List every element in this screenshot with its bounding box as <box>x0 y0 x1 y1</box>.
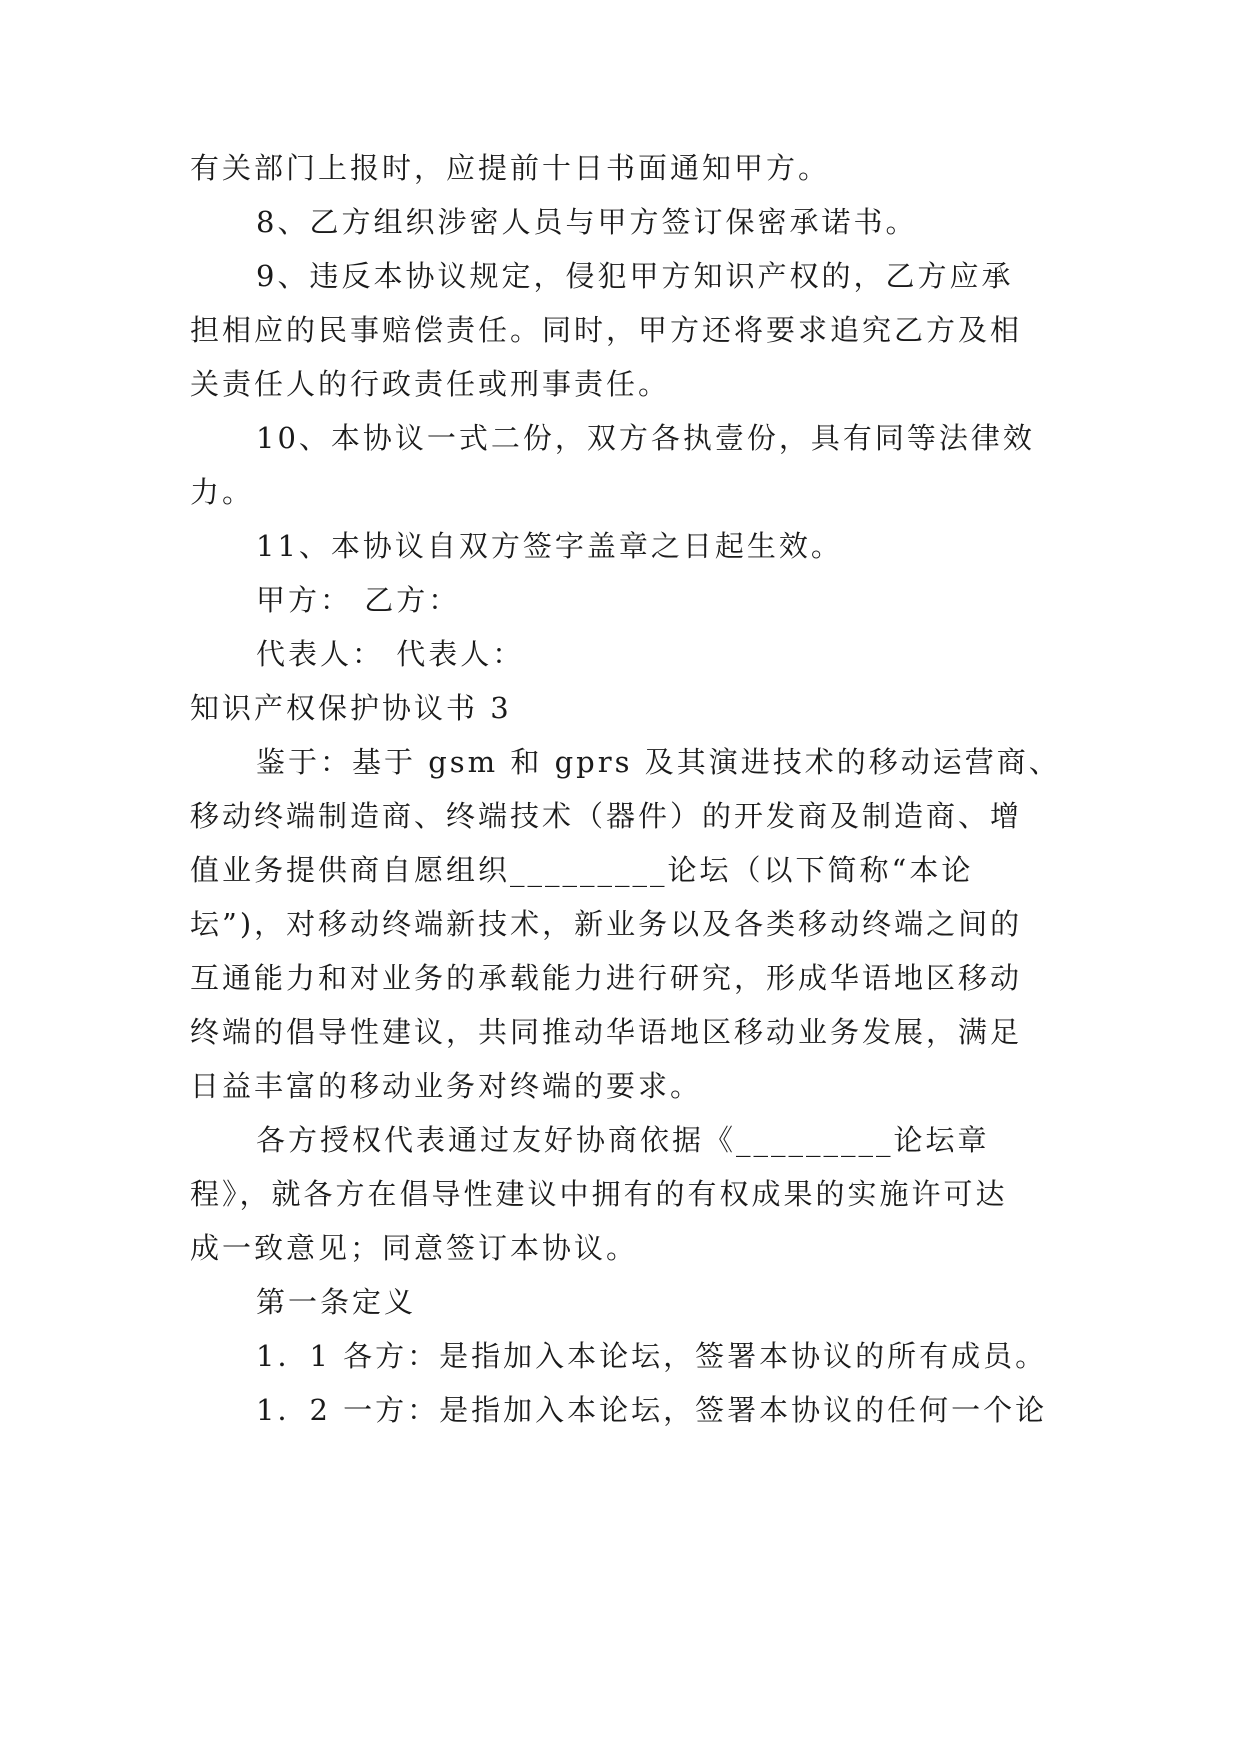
text-line: 8、乙方组织涉密人员与甲方签订保密承诺书。 <box>256 205 918 239</box>
text-line: 互通能力和对业务的承载能力进行研究，形成华语地区移动 <box>190 961 1023 995</box>
text-line: 程》，就各方在倡导性建议中拥有的有权成果的实施许可达 <box>190 1177 1008 1211</box>
section-title: 知识产权保护协议书 3 <box>190 691 512 725</box>
text-line: 鉴于：基于 gsm 和 gprs 及其演进技术的移动运营商、 <box>256 745 1061 779</box>
text-line: 关责任人的行政责任或刑事责任。 <box>190 367 671 401</box>
text-line: 10、本协议一式二份，双方各执壹份，具有同等法律效 <box>256 421 1035 455</box>
text-line: 日益丰富的移动业务对终端的要求。 <box>190 1069 703 1103</box>
text-line: 1．1 各方：是指加入本论坛，签署本协议的所有成员。 <box>256 1339 1048 1373</box>
text-line: 11、本协议自双方签字盖章之日起生效。 <box>256 529 843 563</box>
text-line: 担相应的民事赔偿责任。同时，甲方还将要求追究乙方及相 <box>190 313 1023 347</box>
text-line: 值业务提供商自愿组织_________论坛（以下简称“本论 <box>190 853 974 887</box>
text-line: 有关部门上报时，应提前十日书面通知甲方。 <box>190 151 831 185</box>
text-line: 成一致意见；同意签订本协议。 <box>190 1231 639 1265</box>
signature-party-labels: 甲方： 乙方： <box>256 583 461 617</box>
signature-representative-labels: 代表人： 代表人： <box>256 637 525 671</box>
text-line: 力。 <box>190 475 255 509</box>
article-heading: 第一条定义 <box>256 1285 417 1319</box>
text-line: 各方授权代表通过友好协商依据《_________论坛章 <box>256 1123 990 1157</box>
text-line: 移动终端制造商、终端技术（器件）的开发商及制造商、增 <box>190 799 1023 833</box>
text-line: 坛”)，对移动终端新技术，新业务以及各类移动终端之间的 <box>190 907 1023 941</box>
text-line: 9、违反本协议规定，侵犯甲方知识产权的，乙方应承 <box>256 259 1014 293</box>
text-line: 终端的倡导性建议，共同推动华语地区移动业务发展，满足 <box>190 1015 1023 1049</box>
text-line: 1．2 一方：是指加入本论坛，签署本协议的任何一个论 <box>256 1393 1048 1427</box>
